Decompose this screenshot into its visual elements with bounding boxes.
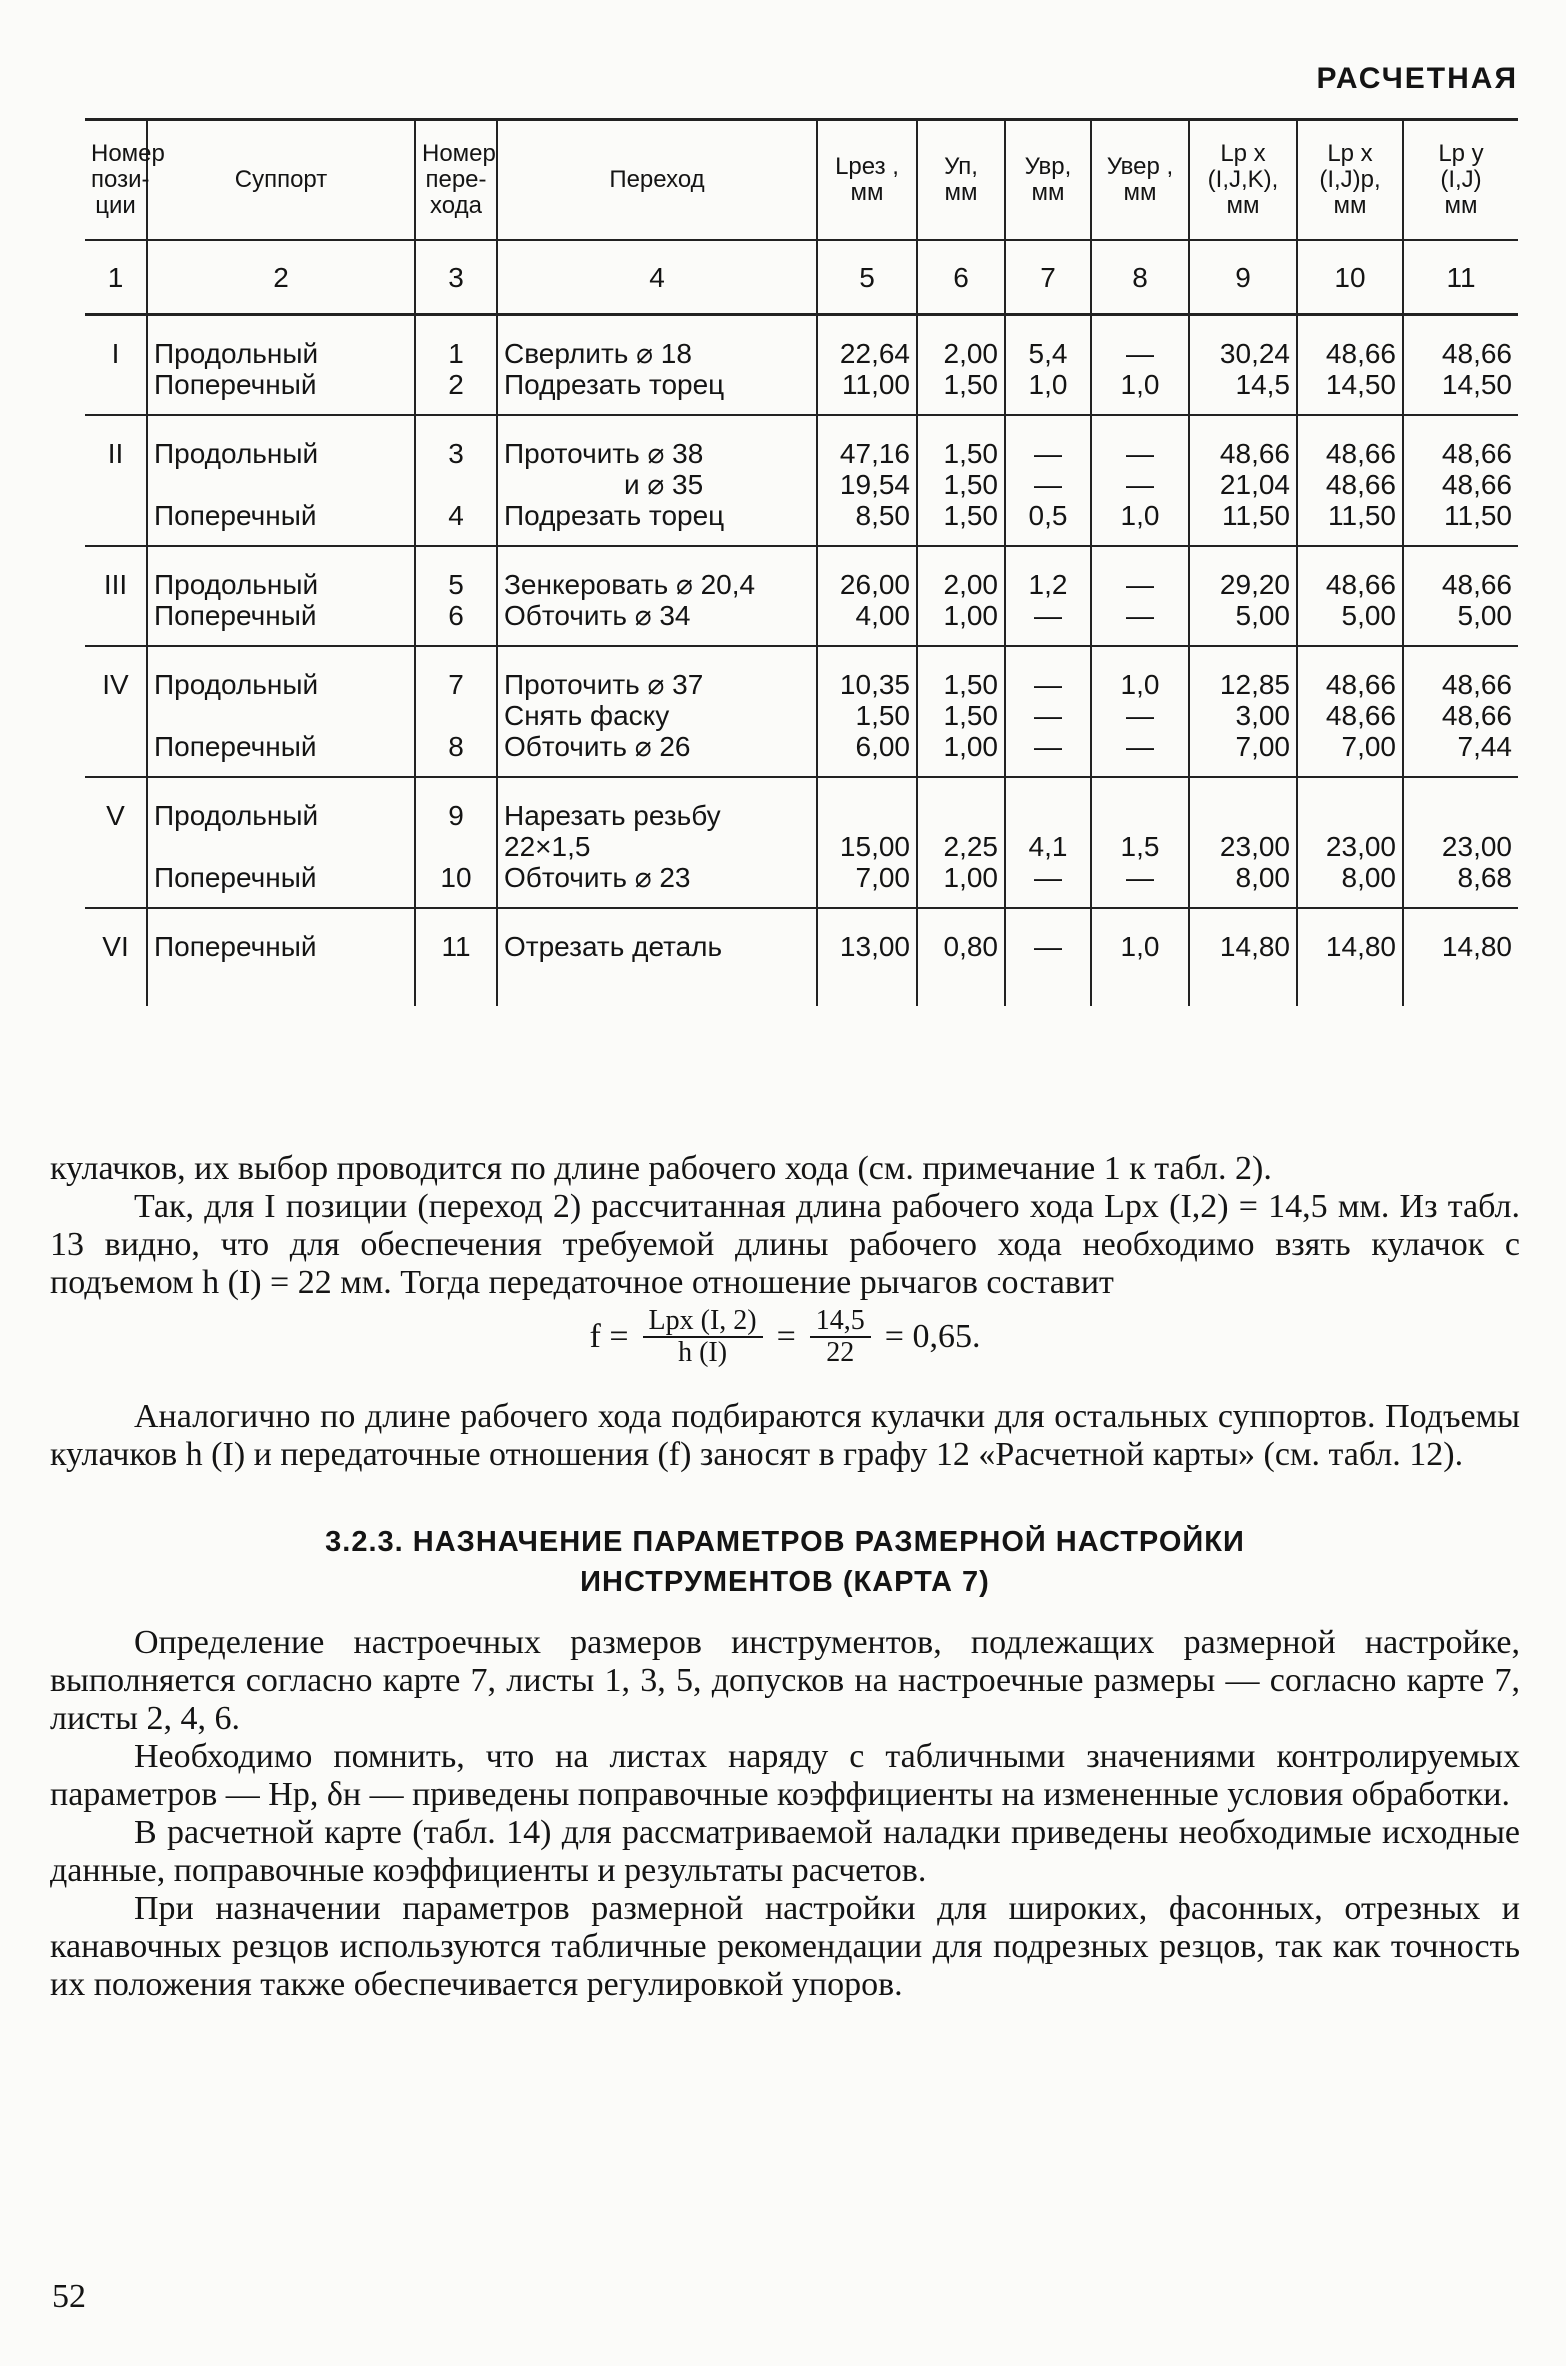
cell-line: 1,0 [1120, 369, 1160, 400]
cell-line: 1,50 [943, 669, 998, 700]
column-header-line: мм [1444, 192, 1478, 219]
column-header-line: Lр у [1438, 140, 1484, 167]
cut-length-cell [817, 646, 917, 777]
formula-lhs: f = [589, 1318, 629, 1355]
paragraph: Необходимо помнить, что на листах наряду с табличными значениями контролируемых параметров — Нр, δн — приведены поправочные коэффициенты на измененные условия обработки. [50, 1738, 1520, 1813]
cut-length-cell [817, 908, 917, 1006]
stroke-ijk-cell [1189, 777, 1297, 908]
cell-line: 5,00 [1341, 600, 1396, 631]
cell-line: 1,00 [943, 600, 998, 631]
cell-line: 10,35 [839, 669, 910, 700]
approach-cell [917, 415, 1005, 546]
cell-line: — [1034, 469, 1062, 500]
page-number: 52 [52, 2278, 86, 2315]
cell-line: Продольный [154, 569, 319, 600]
cell-line: — [1126, 600, 1154, 631]
step-number-cell [415, 415, 497, 546]
cell-line: Поперечный [154, 500, 317, 531]
column-header-line: мм [944, 179, 978, 206]
body-text [50, 1150, 1520, 2004]
formula-result: = 0,65. [884, 1318, 981, 1355]
column-header-line: (I,J)р, [1319, 166, 1381, 193]
cell-line: и ⌀ 35 [624, 469, 704, 500]
cell-line: 23,00 [1441, 831, 1512, 862]
plunge-cell [1005, 546, 1091, 646]
cell-line: 7,44 [1457, 731, 1512, 762]
cell-line: Подрезать торец [504, 500, 725, 531]
column-header-line: мм [1123, 179, 1157, 206]
formula-fraction [643, 1306, 763, 1368]
fraction-denominator: 22 [826, 1337, 855, 1368]
cell-line: 48,66 [1325, 700, 1396, 731]
step-number-cell [415, 777, 497, 908]
position-cell: IV [85, 646, 147, 777]
column-header [147, 120, 415, 241]
cell-line [422, 700, 490, 731]
stroke-ijk-cell [1189, 646, 1297, 777]
cell-line: Поперечный [154, 931, 317, 962]
cell-line: 1,0 [1120, 931, 1160, 962]
plunge-cell [1005, 315, 1091, 416]
cell-line: — [1126, 438, 1154, 469]
cell-line: 47,16 [839, 438, 910, 469]
stroke-ij-r-cell [1297, 646, 1403, 777]
paragraph: В расчетной карте (табл. 14) для рассматриваемой наладки приведены необходимые исходные данные, поправочные коэффициенты и результаты расчетов. [50, 1814, 1520, 1889]
cell-line: 5 [448, 569, 464, 600]
cell-line: 2,25 [943, 831, 998, 862]
support-cell [147, 546, 415, 646]
column-header-line: Номер [422, 140, 496, 167]
column-header [85, 120, 165, 241]
stroke-ijk-cell [1189, 546, 1297, 646]
cell-line: 7,00 [855, 862, 910, 893]
cell-line [824, 800, 910, 831]
cell-line: — [1034, 731, 1062, 762]
overrun-cell [1091, 315, 1189, 416]
overrun-cell [1091, 908, 1189, 1006]
table-header-row [85, 120, 1518, 241]
fraction-numerator: 14,5 [810, 1306, 871, 1338]
cell-line: 10 [440, 862, 472, 893]
stroke-ijk-cell [1189, 415, 1297, 546]
stroke-y-cell [1403, 315, 1518, 416]
step-number-cell [415, 546, 497, 646]
cell-line: 5,4 [1028, 338, 1068, 369]
stroke-ijk-cell [1189, 315, 1297, 416]
plunge-cell [1005, 908, 1091, 1006]
cell-line [422, 469, 490, 500]
cell-line: — [1034, 700, 1062, 731]
cut-length-cell [817, 315, 917, 416]
cell-line: 14,80 [1325, 931, 1396, 962]
cell-line: Продольный [154, 438, 319, 469]
stroke-ij-r-cell [1297, 546, 1403, 646]
cell-line: 1,00 [943, 731, 998, 762]
cell-line: 30,24 [1219, 338, 1290, 369]
column-header-line: (I,J,K), [1207, 166, 1279, 193]
cell-line: Поперечный [154, 600, 317, 631]
stroke-y-cell [1403, 777, 1518, 908]
cell-line: 48,66 [1441, 469, 1512, 500]
plunge-cell [1005, 415, 1091, 546]
cell-line [1196, 800, 1290, 831]
cell-line [1098, 800, 1182, 831]
cell-line: 2 [448, 369, 464, 400]
cell-line: Поперечный [154, 862, 317, 893]
cell-line: Поперечный [154, 369, 317, 400]
cell-line: 1,50 [943, 700, 998, 731]
cut-length-cell [817, 546, 917, 646]
cell-line: 6 [448, 600, 464, 631]
section-heading-line: 3.2.3. НАЗНАЧЕНИЕ ПАРАМЕТРОВ РАЗМЕРНОЙ НАСТРОЙКИ [325, 1526, 1245, 1558]
column-header [497, 120, 817, 241]
table-row [85, 415, 1518, 546]
column-header-line: пози- [91, 166, 150, 193]
column-header-line: мм [1031, 179, 1065, 206]
cell-line: 15,00 [839, 831, 910, 862]
approach-cell [917, 646, 1005, 777]
paragraph: Так, для I позиции (переход 2) рассчитанная длина рабочего хода Lрx (I,2) = 14,5 мм. Из табл. 13 видно, что для обеспечения требуемой длины рабочего хода необходимо взять кулачок с подъемом h (I) = 22 мм. Тогда передаточное отношение рычагов составит [50, 1188, 1520, 1301]
cell-line: 21,04 [1219, 469, 1290, 500]
cell-line [154, 700, 408, 731]
cell-line [422, 831, 490, 862]
cell-line: 1,5 [1120, 831, 1160, 862]
support-cell [147, 315, 415, 416]
cell-line: 1,0 [1028, 369, 1068, 400]
cell-line: 11,00 [842, 369, 910, 400]
cell-line: 4,00 [855, 600, 910, 631]
position-cell: II [85, 415, 147, 546]
cell-line: 14,50 [1325, 369, 1396, 400]
column-header-line: мм [1226, 192, 1260, 219]
column-number: 8 [1091, 240, 1189, 315]
cell-line: — [1034, 862, 1062, 893]
plunge-cell [1005, 646, 1091, 777]
cell-line: Отрезать деталь [504, 931, 723, 962]
cell-line: 48,66 [1441, 569, 1512, 600]
column-header-line: ции [95, 192, 136, 219]
cell-line: — [1126, 700, 1154, 731]
stroke-y-cell [1403, 646, 1518, 777]
plunge-cell [1005, 777, 1091, 908]
step-cell [497, 546, 817, 646]
cell-line: — [1034, 931, 1062, 962]
cell-line: 48,66 [1325, 338, 1396, 369]
column-number: 10 [1297, 240, 1403, 315]
cell-line: 0,80 [943, 931, 998, 962]
cell-line: Проточить ⌀ 37 [504, 669, 704, 700]
cell-line: — [1034, 438, 1062, 469]
cell-line: 26,00 [839, 569, 910, 600]
calculation-table [85, 118, 1518, 1006]
column-number: 11 [1403, 240, 1518, 315]
position-cell: VI [85, 908, 147, 1006]
cell-line: 1,50 [943, 438, 998, 469]
cell-line: 1,0 [1120, 669, 1160, 700]
cell-line: 11,50 [1444, 500, 1512, 531]
cell-line: Зенкеровать ⌀ 20,4 [504, 569, 756, 600]
cell-line: 1,50 [943, 469, 998, 500]
column-number: 7 [1005, 240, 1091, 315]
cell-line: 1,50 [943, 500, 998, 531]
approach-cell [917, 546, 1005, 646]
formula-fraction [810, 1306, 871, 1368]
cell-line: 48,66 [1219, 438, 1290, 469]
column-header [1005, 120, 1091, 241]
fraction-denominator: h (I) [678, 1337, 728, 1368]
cell-line: 7,00 [1235, 731, 1290, 762]
cell-line: 11,50 [1328, 500, 1396, 531]
cell-line: 11 [441, 931, 471, 962]
cell-line: Сверлить ⌀ 18 [504, 338, 692, 369]
column-header-line: мм [850, 179, 884, 206]
cell-line: — [1126, 338, 1154, 369]
cell-line: 48,66 [1325, 469, 1396, 500]
column-number: 6 [917, 240, 1005, 315]
step-number-cell [415, 646, 497, 777]
cell-line: — [1126, 469, 1154, 500]
cell-line: 48,66 [1325, 569, 1396, 600]
overrun-cell [1091, 546, 1189, 646]
column-header-line: Переход [609, 166, 705, 193]
formula [50, 1306, 1520, 1368]
cell-line: 1,50 [943, 369, 998, 400]
column-header-line: (I,J) [1440, 166, 1482, 193]
cell-line [924, 800, 998, 831]
cell-line: 4 [448, 500, 464, 531]
stroke-y-cell [1403, 908, 1518, 1006]
section-heading [50, 1522, 1520, 1602]
column-header [917, 120, 1005, 241]
cell-line: 48,66 [1441, 338, 1512, 369]
step-number-cell [415, 908, 497, 1006]
stroke-ij-r-cell [1297, 908, 1403, 1006]
running-head: РАСЧЕТНАЯ [1316, 62, 1518, 95]
fraction-numerator: Lрx (I, 2) [643, 1306, 763, 1338]
cell-line: — [1126, 862, 1154, 893]
cell-line: 14,80 [1219, 931, 1290, 962]
cell-line: 8,00 [1341, 862, 1396, 893]
cell-line: — [1034, 669, 1062, 700]
cell-line: 2,00 [943, 569, 998, 600]
cell-line: 3,00 [1235, 700, 1290, 731]
column-number: 4 [497, 240, 817, 315]
overrun-cell [1091, 646, 1189, 777]
cell-line [154, 469, 408, 500]
column-header-line: Суппорт [234, 166, 328, 193]
column-number: 9 [1189, 240, 1297, 315]
column-number: 1 [85, 240, 147, 315]
table-row [85, 315, 1518, 416]
stroke-ij-r-cell [1297, 415, 1403, 546]
column-header-line: Lр x [1327, 140, 1373, 167]
cell-line: 1,00 [943, 862, 998, 893]
cell-line: 4,1 [1028, 831, 1068, 862]
cell-line: Продольный [154, 338, 319, 369]
paragraph: Определение настроечных размеров инструментов, подлежащих размерной настройке, выполняется согласно карте 7, листы 1, 3, 5, допусков на настроечные размеры — согласно карте 7, листы 2, 4, 6. [50, 1624, 1520, 1737]
cell-line: 8 [448, 731, 464, 762]
cell-line: 19,54 [839, 469, 910, 500]
paragraph: Аналогично по длине рабочего хода подбираются кулачки для остальных суппортов. Подъемы кулачков h (I) и передаточные отношения (f) заносят в графу 12 «Расчетной карты» (см. табл. 12). [50, 1398, 1520, 1473]
approach-cell [917, 908, 1005, 1006]
cell-line: 1,50 [855, 700, 910, 731]
cell-line: 2,00 [943, 338, 998, 369]
cell-line: 22,64 [839, 338, 910, 369]
step-cell [497, 777, 817, 908]
cell-line: — [1126, 569, 1154, 600]
cell-line: 14,80 [1441, 931, 1512, 962]
cell-line: 5,00 [1235, 600, 1290, 631]
paragraph: При назначении параметров размерной настройки для широких, фасонных, отрезных и канавочных резцов используются табличные рекомендации для подрезных резцов, так как точность их положения также обеспечивается регулировкой упоров. [50, 1890, 1520, 2003]
cell-line: Подрезать торец [504, 369, 725, 400]
position-cell: I [85, 315, 147, 416]
table-row [85, 546, 1518, 646]
column-header [1297, 120, 1403, 241]
step-cell [497, 415, 817, 546]
position-cell: III [85, 546, 147, 646]
column-header-line: Увер , [1106, 153, 1174, 180]
support-cell [147, 415, 415, 546]
cell-line: — [1034, 600, 1062, 631]
cell-line: 48,66 [1325, 438, 1396, 469]
step-number-cell [415, 315, 497, 416]
cell-line: 23,00 [1219, 831, 1290, 862]
column-header-line: пере- [425, 166, 487, 193]
cell-line: Обточить ⌀ 34 [504, 600, 691, 631]
column-number: 5 [817, 240, 917, 315]
column-header [1091, 120, 1189, 241]
cell-line: 6,00 [855, 731, 910, 762]
cell-line: Снять фаску [504, 700, 670, 731]
stroke-y-cell [1403, 546, 1518, 646]
cell-line: 48,66 [1325, 669, 1396, 700]
cell-line: 48,66 [1441, 669, 1512, 700]
column-number-row [85, 240, 1518, 315]
cell-line: Нарезать резьбу [504, 800, 721, 831]
column-header [1403, 120, 1518, 241]
cell-line [154, 831, 408, 862]
cell-line: 8,50 [855, 500, 910, 531]
cell-line: 7 [448, 669, 464, 700]
column-header [1189, 120, 1297, 241]
stroke-ij-r-cell [1297, 315, 1403, 416]
paragraph: кулачков, их выбор проводится по длине рабочего хода (см. примечание 1 к табл. 2). [50, 1150, 1272, 1187]
stroke-ij-r-cell [1297, 777, 1403, 908]
section-heading-line: ИНСТРУМЕНТОВ (КАРТА 7) [580, 1566, 990, 1598]
column-number: 3 [415, 240, 497, 315]
column-header-line: Lрез , [835, 153, 899, 180]
overrun-cell [1091, 415, 1189, 546]
column-header [817, 120, 917, 241]
overrun-cell [1091, 777, 1189, 908]
cell-line: 12,85 [1219, 669, 1290, 700]
approach-cell [917, 315, 1005, 416]
cell-line: 1,2 [1028, 569, 1068, 600]
cell-line: Продольный [154, 669, 319, 700]
approach-cell [917, 777, 1005, 908]
cell-line: 11,50 [1222, 500, 1290, 531]
cell-line: 5,00 [1457, 600, 1512, 631]
cell-line: 0,5 [1028, 500, 1068, 531]
cell-line: 13,00 [839, 931, 910, 962]
cell-line: 14,50 [1441, 369, 1512, 400]
cell-line: 1 [448, 338, 464, 369]
column-number: 2 [147, 240, 415, 315]
stroke-ijk-cell [1189, 908, 1297, 1006]
stroke-y-cell [1403, 415, 1518, 546]
cell-line: Проточить ⌀ 38 [504, 438, 704, 469]
cell-line: 8,68 [1457, 862, 1512, 893]
cell-line: 3 [448, 438, 464, 469]
step-cell [497, 646, 817, 777]
position-cell: V [85, 777, 147, 908]
cell-line: Поперечный [154, 731, 317, 762]
cut-length-cell [817, 415, 917, 546]
column-header-line: Увр, [1024, 153, 1072, 180]
cell-line: 48,66 [1441, 438, 1512, 469]
column-header-line: Lр x [1220, 140, 1266, 167]
column-header-line: мм [1333, 192, 1367, 219]
column-header-line: Номер [91, 140, 165, 167]
cell-line: Продольный [154, 800, 319, 831]
support-cell [147, 908, 415, 1006]
cut-length-cell [817, 777, 917, 908]
cell-line [1410, 800, 1512, 831]
step-cell [497, 908, 817, 1006]
cell-line: — [1126, 731, 1154, 762]
cell-line: 29,20 [1219, 569, 1290, 600]
cell-line: 7,00 [1341, 731, 1396, 762]
cell-line [1304, 800, 1396, 831]
cell-line: 9 [448, 800, 464, 831]
table-row [85, 908, 1518, 1006]
table-row [85, 777, 1518, 908]
table-row [85, 646, 1518, 777]
column-header-line: Уп, [944, 153, 978, 180]
cell-line: 14,5 [1235, 369, 1290, 400]
formula-equals: = [776, 1318, 796, 1355]
cell-line: 22×1,5 [504, 831, 591, 862]
cell-line: Обточить ⌀ 23 [504, 862, 691, 893]
cell-line: Обточить ⌀ 26 [504, 731, 691, 762]
support-cell [147, 777, 415, 908]
cell-line: 8,00 [1235, 862, 1290, 893]
cell-line: 1,0 [1120, 500, 1160, 531]
cell-line: 23,00 [1325, 831, 1396, 862]
step-cell [497, 315, 817, 416]
column-header [415, 120, 497, 241]
cell-line [1012, 800, 1084, 831]
cell-line: 48,66 [1441, 700, 1512, 731]
support-cell [147, 646, 415, 777]
column-header-line: хода [430, 192, 482, 219]
